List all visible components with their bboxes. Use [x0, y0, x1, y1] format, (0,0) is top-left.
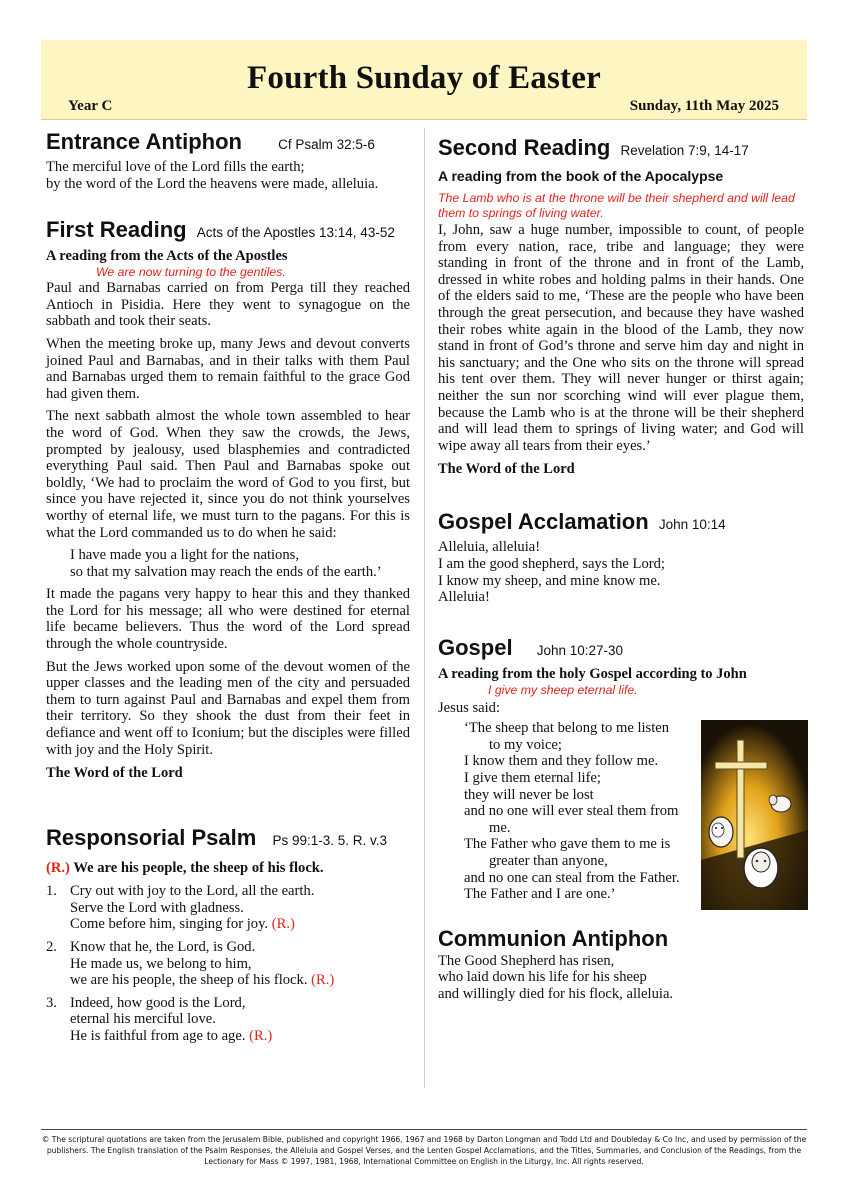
- second-reading-title: Second Reading: [438, 135, 611, 160]
- response-marker: (R.): [271, 916, 295, 933]
- second-reading-theme: The Lamb who is at the throne will be their shepherd and will lead them to springs of living water.: [438, 191, 795, 220]
- gospel-section: [438, 634, 804, 903]
- word-of-the-lord: The Word of the Lord: [46, 765, 183, 782]
- gospel-ref: John 10:27-30: [536, 642, 624, 658]
- page-title: Fourth Sunday of Easter: [247, 60, 601, 96]
- verse-continuation: to my voice;: [489, 736, 562, 753]
- reading-paragraph: I, John, saw a huge number, impossible to count, of people from every nation, race, tribe and language; they were standing in front of the throne and in front of the Lamb, dressed in white robes and holding palms in their hands. One of the elders said to me, ‘These are the people who have been through the great persecution, and because they have washed their robes white again in the blood of the Lamb, they now stand in front of God’s throne and serve him day and night in his sanctuary; and the One who sits on the throne will spread his tent over them. They will never hunger or thirst again; neither the sun nor scorching wind will ever plague them, because the Lamb who is at the throne will be their shepherd and will lead them to springs of living water; and God will wipe away all tears from their eyes.’: [438, 222, 804, 454]
- first-reading-subtitle: A reading from the Acts of the Apostles: [46, 248, 288, 265]
- reading-paragraph: It made the pagans very happy to hear this and they thanked the Lord for his message; all who were destined for eternal life became believers. Thus the word of the Lord spread through the whole countryside.: [46, 586, 410, 653]
- reading-paragraph: Paul and Barnabas carried on from Perga till they reached Antioch in Pisidia. Here they went to synagogue on the sabbath and took their seats.: [46, 280, 410, 330]
- left-column: [46, 128, 410, 1045]
- stanza-line: Indeed, how good is the Lord,: [70, 994, 246, 1011]
- section-heading: [438, 134, 804, 165]
- verse-line: ‘The sheep that belong to me listen: [464, 720, 670, 737]
- first-reading-ref: Acts of the Apostles 13:14, 43-52: [196, 225, 395, 241]
- stanza-number: 2.: [46, 939, 57, 955]
- stanza-line: we are his people, the sheep of his flock.: [70, 972, 308, 989]
- response-marker: (R.): [46, 860, 70, 877]
- stanza-line: eternal his merciful love.: [70, 1011, 216, 1028]
- acclamation-title: Gospel Acclamation: [438, 509, 649, 535]
- column-divider: [424, 128, 425, 1088]
- liturgical-year: Year C: [68, 98, 113, 114]
- entrance-antiphon-section: [46, 128, 410, 192]
- verse-line: and no one can steal from the Father.: [464, 869, 680, 886]
- stanza-line: He made us, we belong to him,: [70, 955, 252, 972]
- stanza-number: 3.: [46, 994, 57, 1011]
- entrance-antiphon-ref: Cf Psalm 32:5-6: [278, 137, 375, 152]
- psalm-title: Responsorial Psalm: [46, 825, 257, 851]
- entrance-line: by the word of the Lord the heavens were made, alleluia.: [46, 175, 379, 192]
- psalm-stanza: [46, 939, 410, 989]
- gospel-verses: [438, 720, 804, 903]
- response-marker: (R.): [249, 1027, 273, 1044]
- second-reading-ref: Revelation 7:9, 14-17: [620, 143, 749, 158]
- good-shepherd-cross-illustration: [701, 720, 808, 910]
- stanza-number: 1.: [46, 883, 57, 900]
- service-date: Sunday, 11th May 2025: [629, 98, 779, 114]
- verse-line: they will never be lost: [464, 786, 594, 803]
- stanza-line: Come before him, singing for joy.: [70, 916, 269, 933]
- acclamation-line: Alleluia!: [438, 589, 490, 606]
- second-reading-section: [438, 134, 804, 478]
- acclamation-line: I am the good shepherd, says the Lord;: [438, 555, 665, 572]
- second-reading-subtitle: A reading from the book of the Apocalypse: [438, 168, 724, 184]
- verse-continuation: me.: [489, 819, 511, 836]
- acclamation-ref: John 10:14: [658, 517, 726, 533]
- acclamation-line: I know my sheep, and mine know me.: [438, 572, 661, 589]
- quote-line: so that my salvation may reach the ends of the earth.’: [70, 563, 382, 580]
- stanza-line: Know that he, the Lord, is God.: [70, 939, 256, 955]
- right-column: [438, 134, 804, 1003]
- verse-line: and no one will ever steal them from: [464, 803, 679, 820]
- response-marker: (R.): [311, 972, 335, 989]
- responsorial-psalm-section: [46, 824, 410, 1044]
- gospel-theme: I give my sheep eternal life.: [488, 682, 638, 697]
- psalm-stanza: [46, 995, 410, 1045]
- word-of-the-lord: The Word of the Lord: [438, 461, 575, 478]
- verse-continuation: greater than anyone,: [489, 853, 608, 870]
- gospel-subtitle: A reading from the holy Gospel according to John: [438, 665, 747, 682]
- section-heading: [46, 216, 410, 247]
- section-heading: [46, 824, 410, 855]
- entrance-line: The merciful love of the Lord fills the earth;: [46, 159, 305, 175]
- header-banner: [41, 40, 807, 120]
- communion-line: and willingly died for his flock, alleluia.: [438, 986, 674, 1002]
- communion-antiphon-title: Communion Antiphon: [438, 925, 669, 951]
- stanza-line: Serve the Lord with gladness.: [70, 899, 244, 916]
- psalm-stanza: [46, 883, 410, 933]
- reading-paragraph: But the Jews worked upon some of the devout women of the upper classes and the leading men of the city and persuaded them to turn against Paul and Barnabas and expel them from their territory. So they shook the dust from their feet in defiance and went off to Iconium; but the disciples were filled with joy and the Holy Spirit.: [46, 658, 410, 758]
- communion-line: The Good Shepherd has risen,: [438, 952, 615, 969]
- quote-line: I have made you a light for the nations,: [70, 547, 299, 564]
- psalm-response: [46, 859, 410, 877]
- gospel-title: Gospel: [438, 634, 513, 660]
- first-reading-section: [46, 216, 410, 782]
- reading-paragraph: The next sabbath almost the whole town assembled to hear the word of God. When they saw the crowds, the Jews, prompted by jealousy, used blasphemies and contradicted everything Paul said. Then Paul and Barnabas spoke out boldly, ‘We had to proclaim the word of God to you first, but since you have rejected it, since you do not think yourselves worthy of eternal life, we must turn to the pagans. For this is what the Lord commanded us to do when he said:: [46, 408, 410, 541]
- acclamation-line: Alleluia, alleluia!: [438, 539, 541, 556]
- stanza-line: Cry out with joy to the Lord, all the earth.: [70, 883, 315, 900]
- stanza-line: He is faithful from age to age.: [70, 1027, 246, 1044]
- verse-line: The Father who gave them to me is: [464, 836, 671, 853]
- section-heading: [46, 128, 410, 159]
- communion-line: who laid down his life for his sheep: [438, 969, 647, 986]
- verse-line: I give them eternal life;: [464, 770, 601, 787]
- response-text: We are his people, the sheep of his flock.: [73, 860, 324, 877]
- verse-line: I know them and they follow me.: [464, 753, 659, 770]
- gospel-acclamation-section: [438, 508, 804, 605]
- first-reading-theme: We are now turning to the gentiles.: [96, 265, 286, 280]
- verse-line: The Father and I are one.’: [464, 886, 616, 903]
- psalm-ref: Ps 99:1-3. 5. R. v.3: [272, 833, 387, 849]
- section-heading: [438, 508, 804, 539]
- footer-divider: [41, 1129, 807, 1130]
- reading-paragraph: When the meeting broke up, many Jews and devout converts joined Paul and Barnabas, and in their talks with them Paul and Barnabas urged them to remain faithful to the grace God had given them.: [46, 335, 410, 402]
- entrance-antiphon-title: Entrance Antiphon: [46, 129, 242, 154]
- communion-antiphon-section: [438, 925, 804, 1003]
- copyright-footer: © The scriptural quotations are taken from the Jerusalem Bible, published and copyright 1966, 1967 and 1968 by Darton Longman and Todd Ltd and Doubleday & Co Inc, and used by permission of the publishers. The English translation of the Psalm Responses, the Alleluia and Gospel Verses, and the Lenten Gospel Acclamations, and the Titles, Summaries, and Conclusion of the Readings, from the Lectionary for Mass © 1997, 1981, 1968, International Committee on English in the Liturgy, Inc. All rights reserved.: [41, 1135, 807, 1166]
- section-heading: [438, 634, 804, 665]
- first-reading-title: First Reading: [46, 217, 187, 243]
- gospel-intro: Jesus said:: [438, 699, 501, 716]
